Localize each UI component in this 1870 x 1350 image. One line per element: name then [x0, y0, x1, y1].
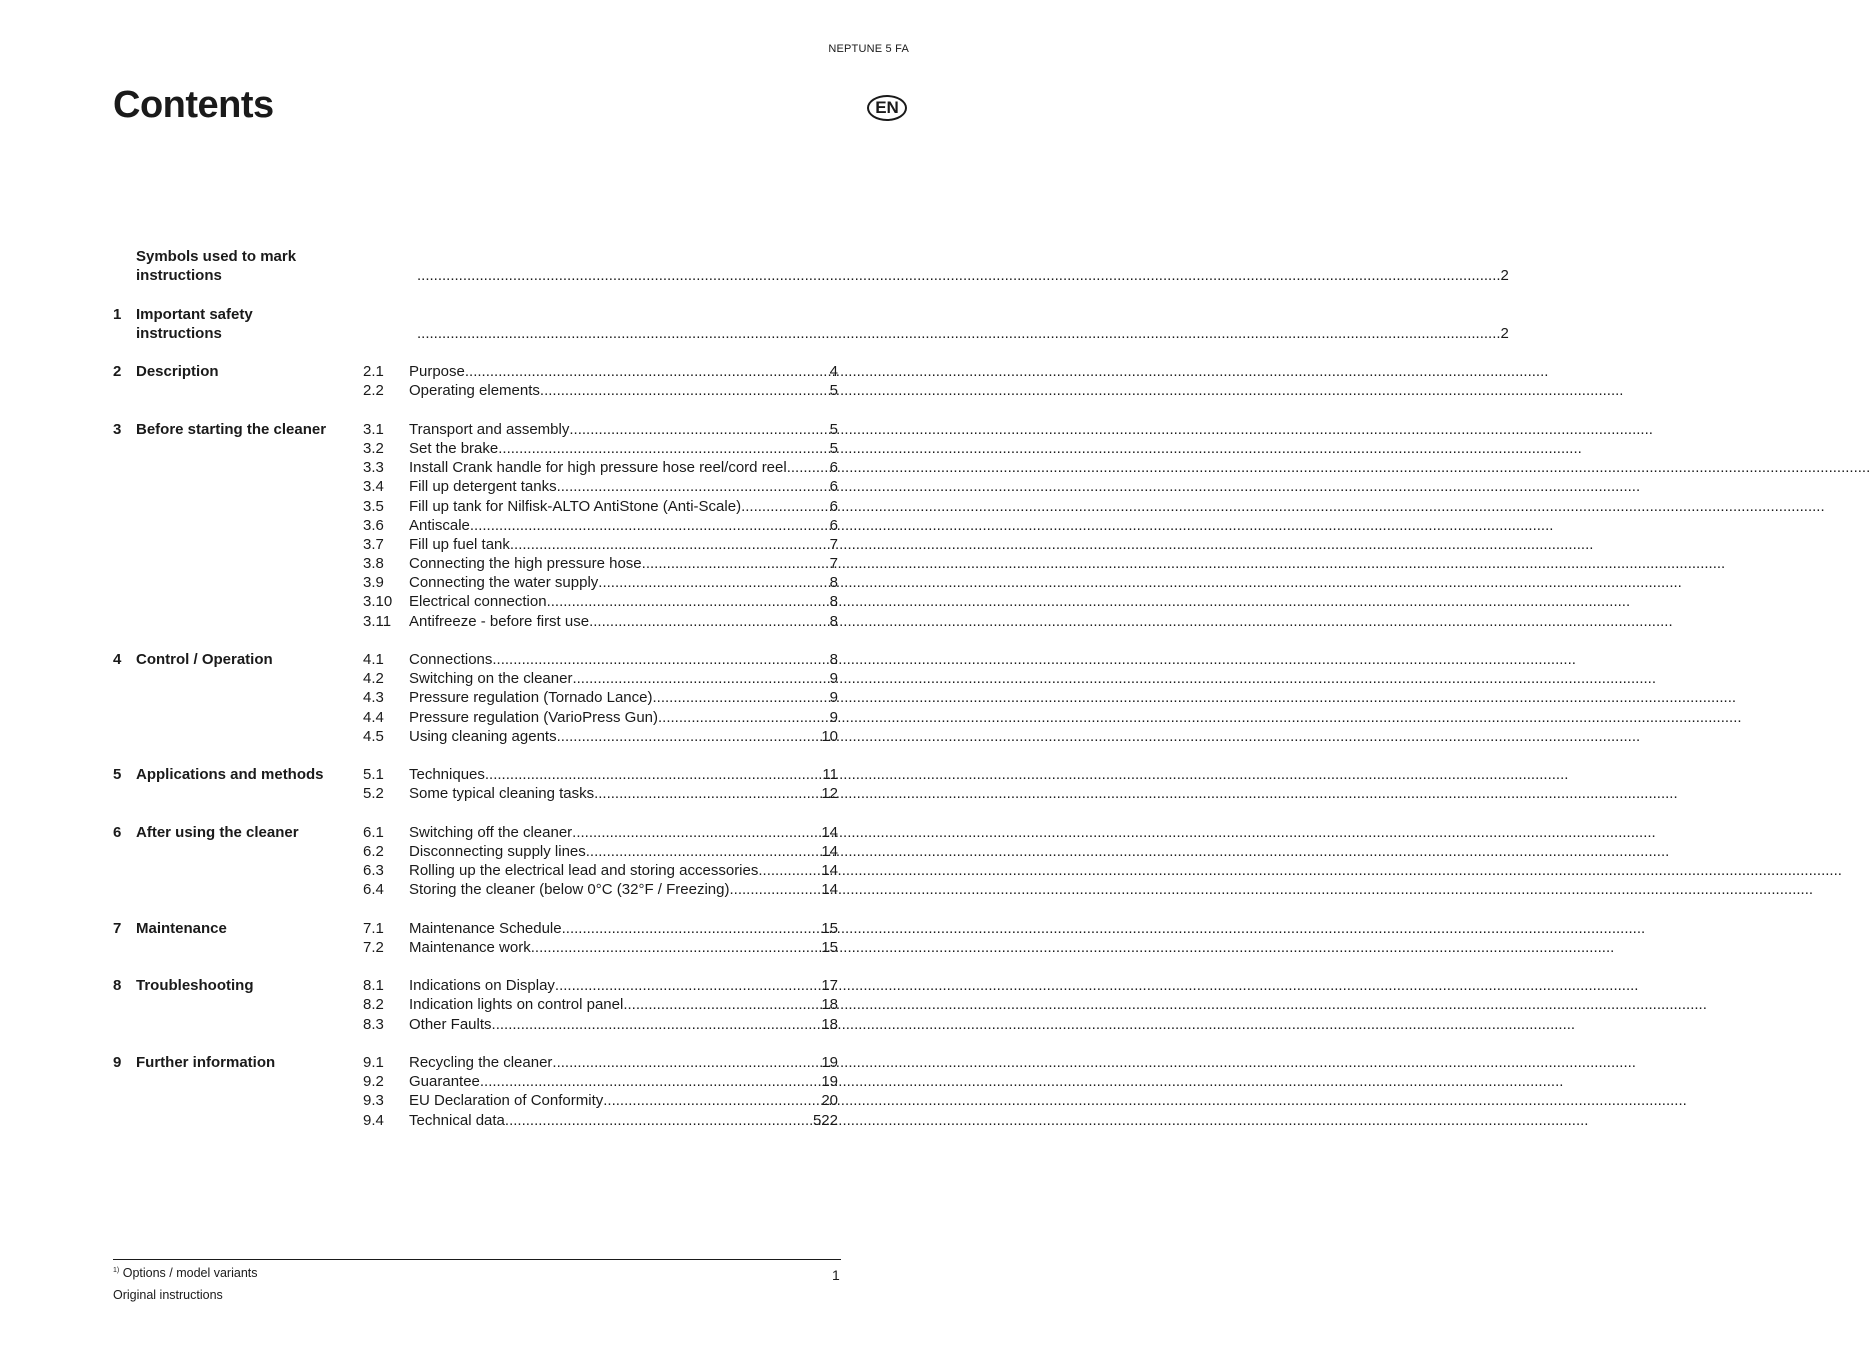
dot-leader — [498, 439, 829, 458]
dot-leader — [470, 516, 830, 535]
toc-entry[interactable] — [113, 976, 838, 995]
section-number: 1 — [113, 305, 122, 323]
toc-entry[interactable] — [113, 784, 838, 803]
subsection-number: 9.1 — [363, 1053, 384, 1071]
toc-section — [113, 247, 1509, 285]
dot-leader — [642, 554, 830, 573]
toc-entry[interactable] — [113, 708, 838, 727]
language-badge: EN — [867, 95, 907, 121]
footnote — [113, 1266, 258, 1280]
subsection-number: 8.3 — [363, 1015, 384, 1033]
subsection-line — [409, 554, 838, 573]
dot-leader — [555, 976, 821, 995]
footer-divider — [113, 1259, 841, 1260]
subsection-line — [409, 842, 838, 861]
spacer — [314, 305, 417, 343]
subsection-title: Connecting the water supply — [409, 574, 599, 592]
page-number: 1 — [832, 1267, 840, 1283]
subsection-title: Maintenance Schedule — [409, 919, 562, 937]
page-reference: 6 — [829, 516, 838, 534]
subsection-number: 3.10 — [363, 593, 393, 611]
page-reference: 10 — [821, 727, 838, 745]
dot-leader — [485, 765, 823, 784]
section-title: Description — [136, 363, 219, 381]
subsection-line — [409, 727, 838, 746]
page-reference: 5 — [829, 439, 838, 457]
subsection-number: 2.2 — [363, 382, 384, 400]
subsection-number: 9.3 — [363, 1092, 384, 1110]
toc-entry[interactable] — [113, 381, 838, 400]
subsection-line — [409, 1072, 838, 1091]
subsection-number: 3.5 — [363, 497, 384, 515]
dot-leader — [480, 1072, 821, 1091]
subsection-line — [409, 650, 838, 669]
subsection-line — [409, 439, 838, 458]
subsection-number: 3.1 — [363, 420, 384, 438]
subsection-title: Technical data — [409, 1111, 505, 1129]
subsection-title: Indications on Display — [409, 977, 555, 995]
subsection-line — [409, 573, 838, 592]
toc-entry[interactable] — [113, 938, 838, 957]
subsection-number: 4.3 — [363, 689, 384, 707]
subsection-title: Storing the cleaner (below 0°C (32°F / Freezing) — [409, 881, 730, 899]
page-reference: 15 — [821, 919, 838, 937]
subsection-title: Guarantee — [409, 1073, 480, 1091]
section-title: Maintenance — [136, 919, 227, 937]
subsection-title: Some typical cleaning tasks — [409, 785, 595, 803]
subsection-title: Techniques — [409, 766, 485, 784]
subsection-number: 5.2 — [363, 785, 384, 803]
page-reference: 5 — [829, 420, 838, 438]
page-reference: 9 — [829, 708, 838, 726]
subsection-number: 9.4 — [363, 1111, 384, 1129]
dot-leader — [658, 708, 830, 727]
subsection-line — [409, 1053, 838, 1072]
subsection-number: 3.9 — [363, 574, 384, 592]
toc-entry[interactable] — [113, 612, 838, 631]
subsection-title: Connecting the high pressure hose — [409, 555, 642, 573]
toc-entry[interactable] — [113, 439, 838, 458]
dot-leader — [417, 266, 1501, 285]
toc-entry[interactable] — [113, 573, 838, 592]
page-reference: 2 — [1500, 267, 1509, 285]
toc-entry[interactable] — [113, 995, 838, 1014]
subsection-number: 6.4 — [363, 881, 384, 899]
section-title: Control / Operation — [136, 651, 273, 668]
subsection-line — [409, 477, 838, 496]
page-reference: 8 — [829, 574, 838, 592]
page-reference: 7 — [829, 555, 838, 573]
footnote-text: Options / model variants — [122, 1266, 258, 1280]
subsection-number: 5.1 — [363, 766, 384, 784]
subsection-line — [409, 784, 838, 803]
subsection-line — [409, 535, 838, 554]
subsection-line — [409, 362, 838, 381]
page-reference: 14 — [821, 842, 838, 860]
subsection-title: Purpose — [409, 363, 465, 381]
subsection-number: 7.2 — [363, 938, 384, 956]
subsection-line — [409, 497, 838, 516]
toc-section — [113, 362, 838, 400]
toc-entry[interactable] — [113, 1111, 838, 1130]
subsection-number: 4.4 — [363, 708, 384, 726]
subsection-title: Rolling up the electrical lead and storing accessories — [409, 862, 759, 880]
dot-leader — [598, 573, 829, 592]
section-number: 4 — [113, 651, 122, 668]
subsection-title: Switching off the cleaner — [409, 823, 573, 841]
subsection-line — [409, 938, 838, 957]
subsection-number: 4.1 — [363, 651, 384, 668]
page-reference: 19 — [821, 1053, 838, 1071]
section-number: 2 — [113, 363, 122, 381]
page-reference: 8 — [829, 651, 838, 668]
subsection-number: 4.2 — [363, 670, 384, 688]
section-title: Applications and methods — [136, 766, 324, 784]
section-number: 6 — [113, 823, 122, 841]
dot-leader — [572, 669, 829, 688]
dot-leader — [492, 1015, 822, 1034]
page-reference: 20 — [821, 1092, 838, 1110]
subsection-line — [409, 708, 838, 727]
section-title: Troubleshooting — [136, 977, 254, 995]
subsection-line — [409, 861, 838, 880]
section-number: 7 — [113, 919, 122, 937]
toc-entry[interactable] — [113, 650, 838, 669]
toc-section — [113, 1053, 838, 1130]
toc-entry[interactable] — [113, 497, 838, 516]
subsection-title: Disconnecting supply lines — [409, 842, 586, 860]
dot-leader — [787, 458, 830, 477]
dot-leader — [623, 995, 821, 1014]
subsection-line — [409, 765, 838, 784]
section-number: 9 — [113, 1053, 122, 1071]
dot-leader — [557, 727, 822, 746]
dot-leader — [594, 784, 821, 803]
toc-entry[interactable] — [113, 880, 838, 899]
subsection-number: 9.2 — [363, 1073, 384, 1091]
dot-leader — [465, 362, 830, 381]
subsection-number: 3.8 — [363, 555, 384, 573]
subsection-title: Transport and assembly — [409, 420, 570, 438]
page-reference: 14 — [821, 881, 838, 899]
page-reference: 18 — [821, 1015, 838, 1033]
toc-entry[interactable] — [113, 669, 838, 688]
toc-entry[interactable] — [113, 823, 838, 842]
toc-entry[interactable] — [113, 362, 838, 381]
subsection-number: 6.3 — [363, 862, 384, 880]
toc-section — [113, 765, 838, 803]
toc-entry[interactable] — [113, 516, 838, 535]
toc-section — [113, 420, 838, 631]
toc-entry[interactable] — [113, 305, 1509, 343]
subsection-line — [409, 823, 838, 842]
dot-leader — [540, 381, 830, 400]
header-model-name: NEPTUNE 5 FA — [828, 43, 909, 55]
toc-entry[interactable] — [113, 420, 838, 439]
original-instructions-note: Original instructions — [113, 1288, 223, 1302]
toc-section — [113, 823, 838, 900]
subsection-line — [409, 880, 838, 899]
subsection-title: Indication lights on control panel — [409, 996, 624, 1014]
dot-leader — [510, 535, 830, 554]
dot-leader — [589, 612, 830, 631]
toc-entry[interactable] — [113, 919, 838, 938]
subsection-number: 7.1 — [363, 919, 384, 937]
subsection-title: Pressure regulation (Tornado Lance) — [409, 689, 653, 707]
toc-entry[interactable] — [113, 458, 838, 477]
subsection-line — [409, 458, 838, 477]
subsection-title: Antiscale — [409, 516, 470, 534]
page-reference: 2 — [1500, 324, 1509, 342]
toc-entry[interactable] — [113, 477, 838, 496]
toc-entry[interactable] — [113, 688, 838, 707]
page-reference: 4 — [829, 363, 838, 381]
dot-leader — [758, 861, 821, 880]
dot-leader — [741, 497, 830, 516]
subsection-line — [409, 1111, 838, 1130]
toc-section — [113, 976, 838, 1034]
section-title: Symbols used to mark instructions — [136, 248, 297, 285]
toc-entry[interactable] — [113, 1053, 838, 1072]
toc-entry[interactable] — [113, 765, 838, 784]
subsection-line — [409, 516, 838, 535]
toc-entry[interactable] — [113, 535, 838, 554]
subsection-line — [409, 669, 838, 688]
subsection-number: 8.1 — [363, 977, 384, 995]
subsection-number: 2.1 — [363, 363, 384, 381]
subsection-title: Fill up fuel tank — [409, 535, 510, 553]
subsection-number: 6.2 — [363, 842, 384, 860]
subsection-title: Fill up tank for Nilfisk-ALTO AntiStone (Anti-Scale) — [409, 497, 742, 515]
subsection-title: Pressure regulation (VarioPress Gun) — [409, 708, 658, 726]
page-title: Contents — [113, 84, 274, 126]
subsection-number: 3.11 — [363, 612, 392, 630]
page-reference: 14 — [821, 862, 838, 880]
subsection-title: Operating elements — [409, 382, 540, 400]
section-title: After using the cleaner — [136, 823, 299, 841]
dot-leader — [569, 420, 829, 439]
toc-entry[interactable] — [113, 727, 838, 746]
subsection-number: 3.7 — [363, 535, 384, 553]
page-reference: 522 — [812, 1111, 838, 1129]
toc-section — [113, 919, 838, 957]
page-reference: 18 — [821, 996, 838, 1014]
page-reference: 5 — [829, 382, 838, 400]
section-title: Further information — [136, 1053, 276, 1071]
subsection-title: Install Crank handle for high pressure hose reel/cord reel — [409, 459, 787, 477]
section-title: Important safety instructions — [136, 305, 253, 342]
page-reference: 6 — [829, 459, 838, 477]
subsection-line — [409, 976, 838, 995]
subsection-number: 3.6 — [363, 516, 384, 534]
subsection-title: Recycling the cleaner — [409, 1053, 553, 1071]
dot-leader — [547, 592, 830, 611]
subsection-line — [409, 1015, 838, 1034]
subsection-title: Switching on the cleaner — [409, 670, 573, 688]
subsection-line — [409, 592, 838, 611]
page-reference: 7 — [829, 535, 838, 553]
subsection-title: Other Faults — [409, 1015, 492, 1033]
section-title: Before starting the cleaner — [136, 420, 327, 438]
dot-leader — [562, 919, 822, 938]
subsection-number: 3.4 — [363, 478, 384, 496]
dot-leader — [652, 688, 829, 707]
entry-leader-wrap — [417, 305, 1509, 343]
subsection-number: 6.1 — [363, 823, 384, 841]
page-reference: 9 — [829, 670, 838, 688]
subsection-line — [409, 919, 838, 938]
section-number: 5 — [113, 766, 122, 784]
toc-entry[interactable] — [113, 842, 838, 861]
subsection-title: Using cleaning agents — [409, 727, 557, 745]
subsection-number: 3.3 — [363, 459, 384, 477]
spacer — [314, 247, 417, 285]
entry-leader-wrap — [417, 247, 1509, 285]
subsection-line — [409, 1091, 838, 1110]
table-of-contents — [113, 247, 1509, 1149]
subsection-number: 3.2 — [363, 439, 384, 457]
section-number: 8 — [113, 977, 122, 995]
dot-leader — [586, 842, 822, 861]
page-reference: 6 — [829, 478, 838, 496]
subsection-line — [409, 381, 838, 400]
toc-entry[interactable] — [113, 1091, 838, 1110]
subsection-title: Fill up detergent tanks — [409, 478, 557, 496]
page-reference: 17 — [821, 977, 838, 995]
toc-entry[interactable] — [113, 592, 838, 611]
section-number — [113, 247, 136, 285]
subsection-number: 4.5 — [363, 727, 384, 745]
page-reference: 12 — [821, 785, 838, 803]
subsection-title: EU Declaration of Conformity — [409, 1092, 604, 1110]
toc-entry[interactable] — [113, 554, 838, 573]
subsection-title: Connections — [409, 651, 493, 668]
dot-leader — [505, 1111, 813, 1130]
dot-leader — [552, 1053, 821, 1072]
dot-leader — [492, 650, 829, 669]
page-reference: 11 — [822, 766, 838, 784]
toc-section — [113, 650, 838, 746]
subsection-title: Antifreeze - before first use — [409, 612, 590, 630]
dot-leader — [417, 324, 1501, 343]
subsection-number: 8.2 — [363, 996, 384, 1014]
subsection-title: Set the brake — [409, 439, 499, 457]
page-reference: 6 — [829, 497, 838, 515]
dot-leader — [531, 938, 822, 957]
dot-leader — [729, 880, 821, 899]
page-reference: 8 — [829, 612, 838, 630]
subsection-line — [409, 612, 838, 631]
section-number: 3 — [113, 420, 122, 438]
page-reference: 14 — [821, 823, 838, 841]
toc-section — [113, 305, 1509, 343]
footnote-marker: 1) — [113, 1267, 120, 1274]
toc-entry[interactable] — [113, 247, 1509, 285]
subsection-title: Electrical connection — [409, 593, 547, 611]
page-reference: 9 — [829, 689, 838, 707]
subsection-line — [409, 995, 838, 1014]
subsection-line — [409, 688, 838, 707]
toc-entry[interactable] — [113, 861, 838, 880]
page-reference: 15 — [821, 938, 838, 956]
page-reference: 19 — [821, 1073, 838, 1091]
dot-leader — [557, 477, 830, 496]
subsection-line — [409, 420, 838, 439]
toc-entry[interactable] — [113, 1015, 838, 1034]
subsection-title: Maintenance work — [409, 938, 531, 956]
page-reference: 8 — [829, 593, 838, 611]
dot-leader — [603, 1091, 821, 1110]
dot-leader — [572, 823, 821, 842]
toc-entry[interactable] — [113, 1072, 838, 1091]
